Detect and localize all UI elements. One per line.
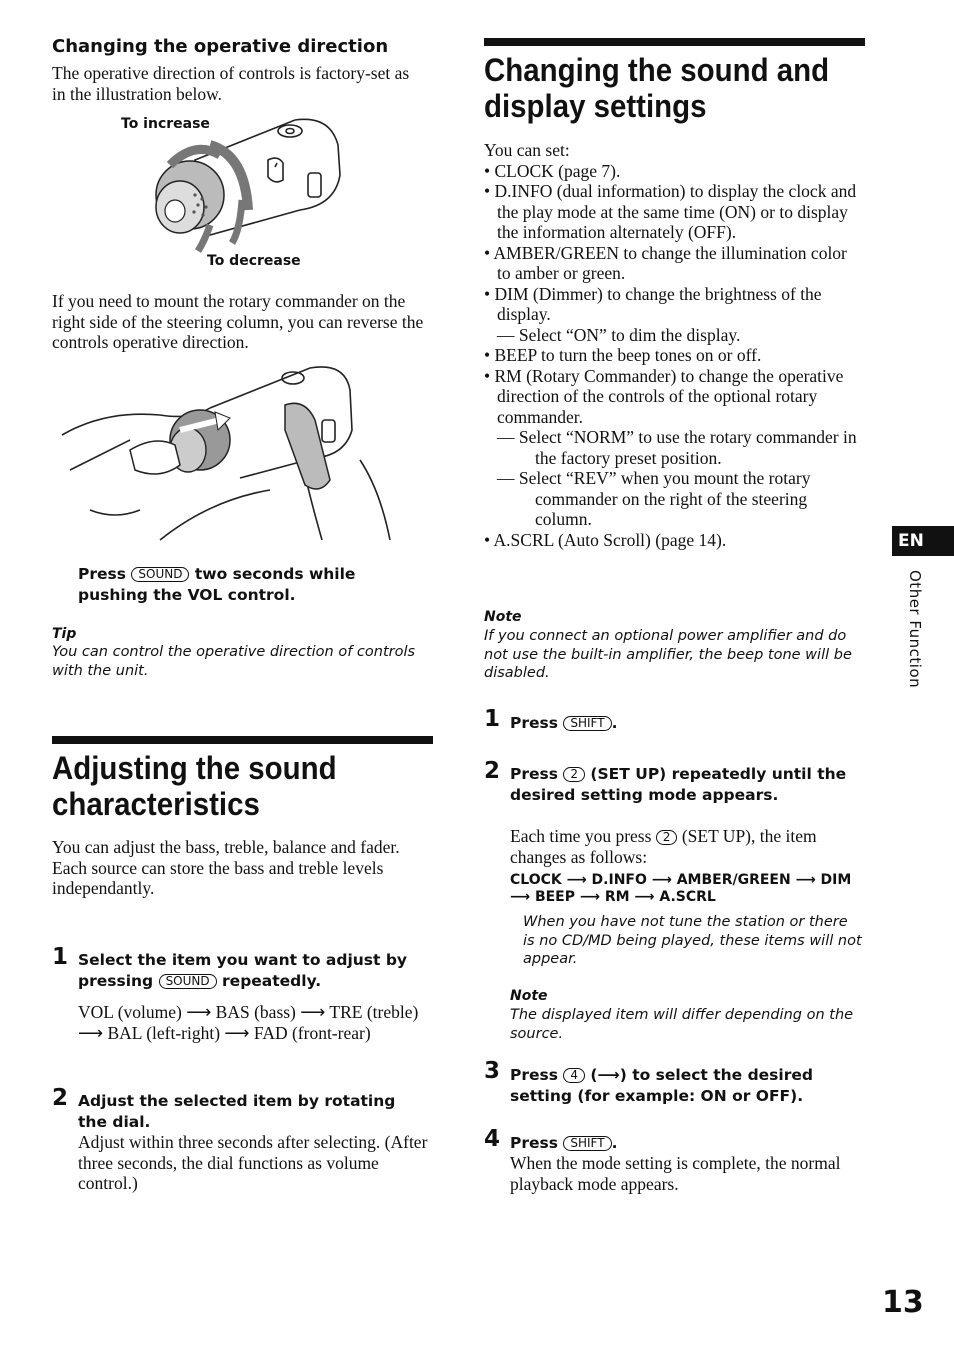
hand-pressing-illustration bbox=[60, 360, 430, 545]
step4-press-shift: Press SHIFT . bbox=[510, 1134, 618, 1152]
page-number: 13 bbox=[882, 1285, 924, 1320]
press-rest: two seconds while pushing the VOL control. bbox=[78, 565, 356, 604]
list-item: • DIM (Dimmer) to change the brightness of the display. bbox=[484, 283, 822, 324]
list-subitem: — Select “REV” when you mount the rotary commander on the right of the steering column. bbox=[497, 468, 811, 529]
key-2: 2 bbox=[656, 830, 678, 845]
step2-each-time: Each time you press 2 (SET UP), the item changes as follows: bbox=[510, 826, 817, 867]
step1-title: Select the item you want to adjust by pressing SOUND repeatedly. bbox=[78, 951, 408, 990]
sound-display-heading: Changing the sound and display settings bbox=[484, 52, 830, 124]
list-subitem: — Select “ON” to dim the display. bbox=[497, 324, 741, 345]
note-text: The displayed item will differ depending on the source. bbox=[510, 1007, 854, 1042]
sound-key: SOUND bbox=[131, 567, 189, 582]
step-number: 4 bbox=[484, 1126, 501, 1152]
sound-key: SOUND bbox=[159, 974, 217, 989]
mode-sequence: CLOCK ⟶ D.INFO ⟶ AMBER/GREEN ⟶ DIM ⟶ BEEP ⟶ RM ⟶ A.SCRL bbox=[510, 872, 852, 905]
operative-direction-intro: The operative direction of controls is factory-set as in the illustration below. bbox=[52, 63, 410, 104]
adjust-heading: Adjusting the sound characteristics bbox=[52, 750, 337, 822]
language-tab: EN bbox=[892, 526, 954, 556]
step1-sequence: VOL (volume) ⟶ BAS (bass) ⟶ TRE (treble) ⟶ BAL (left-right) ⟶ FAD (front-rear) bbox=[78, 1002, 419, 1043]
note-label: Note bbox=[484, 609, 522, 625]
step2-press-setup: Press 2 (SET UP) repeatedly until the desired setting mode appears. bbox=[510, 765, 847, 804]
section-rule bbox=[484, 38, 865, 46]
step-number: 1 bbox=[484, 706, 501, 732]
step-number: 3 bbox=[484, 1058, 501, 1084]
list-item: • RM (Rotary Commander) to change the operative direction of the controls of the optional rotary commander. bbox=[484, 365, 844, 427]
label-to-increase: To increase bbox=[121, 116, 210, 132]
settings-list: You can set: • CLOCK (page 7). • D.INFO (dual information) to display the clock and the play mode at the same time (ON) or to display the information alternately (OFF). • AMBER/GREEN to change the illumination color to amber or green. • DIM (Dimmer) to change the brightness of the display. — Select “ON” to dim the display. • BEEP to turn the beep tones on or off. • RM (Rotary Commander) to change the operative direction of the controls of the optional rotary commander. — Select “NORM” to use the rotary commander in the factory preset position. — Select “REV” when you mount the rotary commander on the right of the steering column. • A.SCRL (Auto Scroll) (page 14). bbox=[484, 140, 859, 550]
step3-press-4: Press 4 (⟶) to select the desired setting (for example: ON or OFF). bbox=[510, 1066, 813, 1105]
note-text: If you connect an optional power amplifier and do not use the built-in amplifier, the beep tone will be disabled. bbox=[484, 628, 852, 681]
note-label: Note bbox=[510, 988, 548, 1004]
finger-icon bbox=[285, 403, 330, 489]
step2-title: Adjust the selected item by rotating the dial. bbox=[78, 1092, 396, 1131]
shift-key: SHIFT bbox=[563, 716, 611, 731]
mount-instruction: If you need to mount the rotary commander on the right side of the steering column, you can reverse the controls operative direction. bbox=[52, 291, 424, 352]
step-number: 1 bbox=[52, 944, 69, 970]
step1-press-shift: Press SHIFT . bbox=[510, 714, 618, 732]
step2-text: Adjust within three seconds after selecting. (After three seconds, the dial functions as volume control.) bbox=[78, 1132, 428, 1193]
section-rule bbox=[52, 736, 433, 744]
tip-text: You can control the operative direction of controls with the unit. bbox=[52, 644, 416, 679]
label-to-decrease: To decrease bbox=[207, 253, 301, 269]
list-item: • A.SCRL (Auto Scroll) (page 14). bbox=[484, 529, 727, 550]
sequence-note: When you have not tune the station or there is no CD/MD being played, these items will not appear. bbox=[523, 914, 862, 967]
step-number: 2 bbox=[52, 1085, 69, 1111]
section-heading-operative-direction: Changing the operative direction bbox=[52, 36, 389, 57]
tip-label: Tip bbox=[52, 626, 77, 642]
list-item: • D.INFO (dual information) to display the clock and the play mode at the same time (ON) or to display the information alternately (OFF). bbox=[484, 181, 857, 242]
list-subitem: — Select “NORM” to use the rotary commander in the factory preset position. bbox=[497, 427, 857, 468]
step4-text: When the mode setting is complete, the normal playback mode appears. bbox=[510, 1153, 841, 1194]
list-item: • CLOCK (page 7). bbox=[484, 160, 621, 181]
rotary-commander-illustration bbox=[150, 115, 350, 255]
step-number: 2 bbox=[484, 758, 501, 784]
press-word: Press bbox=[78, 565, 126, 583]
section-side-label: Other Function bbox=[906, 570, 924, 689]
list-item: • BEEP to turn the beep tones on or off. bbox=[484, 345, 762, 365]
shift-key: SHIFT bbox=[563, 1136, 611, 1151]
press-sound-instruction bbox=[78, 564, 418, 605]
key-4: 4 bbox=[563, 1068, 585, 1083]
list-item: • AMBER/GREEN to change the illumination color to amber or green. bbox=[484, 242, 847, 283]
key-2: 2 bbox=[563, 767, 585, 782]
adjust-intro: You can adjust the bass, treble, balance and fader. Each source can store the bass and treble levels independantly. bbox=[52, 837, 400, 898]
